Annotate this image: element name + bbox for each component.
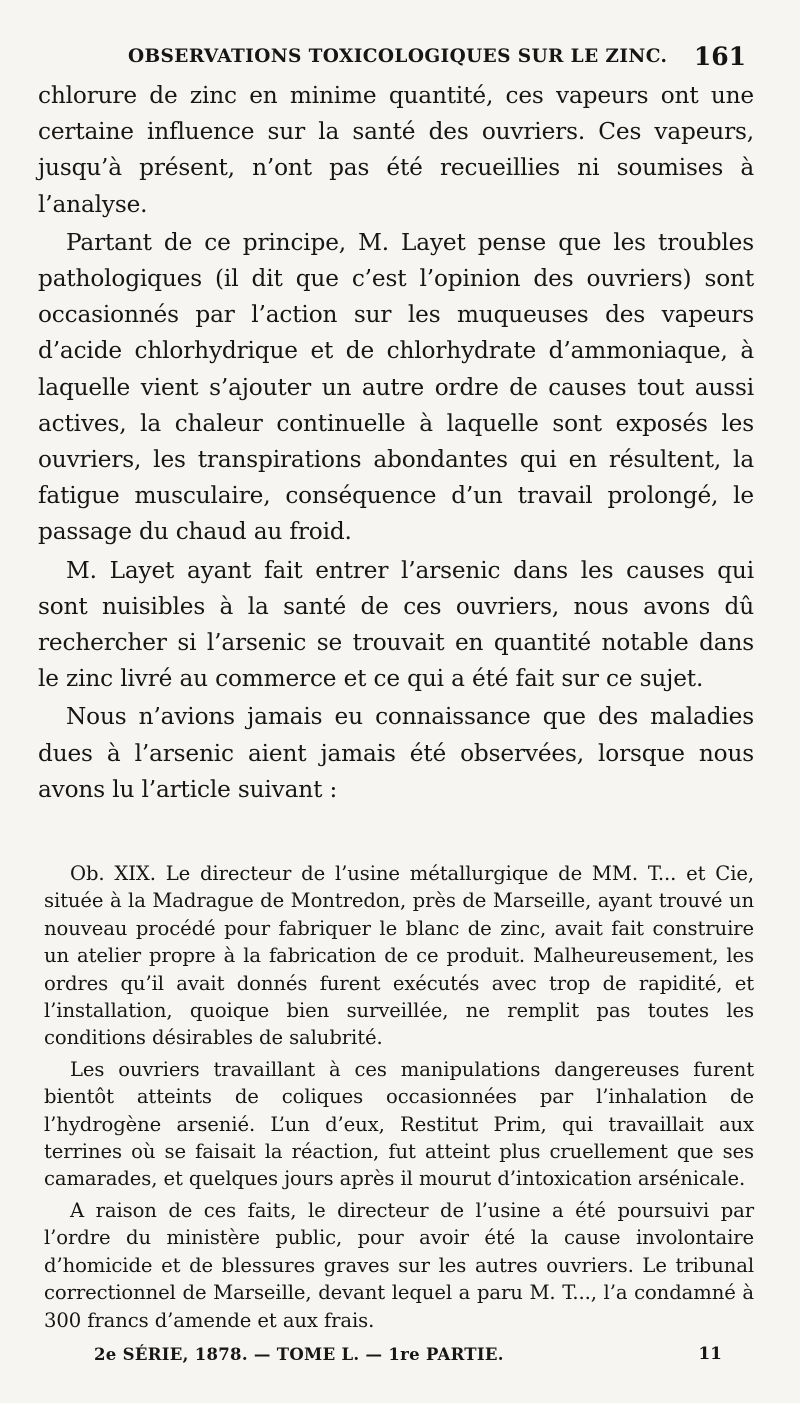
paragraph: M. Layet ayant fait entrer l’arsenic dans les causes qui sont nuisibles à la santé de ces ouvriers, nous avons dû rechercher si l’arsenic se trouvait en quantité notable dans le zinc livré au commerce et ce qui a été fait sur ce sujet. (38, 556, 754, 693)
page-header (38, 40, 754, 76)
observation-paragraph: Les ouvriers travaillant à ces manipulations dangereuses furent bientôt atteints de coliques occasionnées par l’inhalation de l’hydrogène arsenié. L’un d’eux, Restitut Prim, qui travaillait aux terrines où se faisait la réaction, fut atteint plus cruellement que ses camarades, et quelques jours après il mourut d’intoxication arsénicale. (44, 1057, 754, 1191)
paragraph: chlorure de zinc en minime quantité, ces vapeurs ont une certaine influence sur la santé des ouvriers. Ces vapeurs, jusqu’à présent, n’ont pas été recueillies ni soumises à l’analyse. (38, 82, 754, 218)
running-title: OBSERVATIONS TOXICOLOGIQUES SUR LE ZINC. (128, 46, 668, 67)
sheet-number: 11 (698, 1344, 722, 1364)
observation-paragraph: A raison de ces faits, le directeur de l’usine a été poursuivi par l’ordre du ministère public, pour avoir été la cause involontaire d’homicide et de blessures graves sur les autres ouvriers. Le tribunal correctionnel de Marseille, devant lequel a paru M. T..., l’a condamné à 300 francs d’amende et aux frais. (44, 1198, 754, 1332)
paragraph: Partant de ce principe, M. Layet pense que les troubles pathologiques (il dit que c’est l’opinion des ouvriers) sont occasionnés par l’action sur les muqueuses des vapeurs d’acide chlorhydrique et de chlorhydrate d’ammoniaque, à laquelle vient s’ajouter un autre ordre de causes tout aussi actives, la chaleur continuelle à laquelle sont exposés les ouvriers, les transpirations abondantes qui en résultent, la fatigue musculaire, conséquence d’un travail prolongé, le passage du chaud au froid. (38, 228, 754, 546)
paragraph: Nous n’avions jamais eu connaissance que des maladies dues à l’arsenic aient jamais été observées, lorsque nous avons lu l’article suivant : (38, 703, 754, 803)
page-footer (94, 1345, 748, 1371)
page-number: 161 (693, 42, 746, 71)
printer-signature: 2e SÉRIE, 1878. — TOME L. — 1re PARTIE. (94, 1345, 504, 1364)
observation-block (44, 860, 754, 1334)
main-text (38, 78, 754, 808)
observation-paragraph: Ob. XIX. Le directeur de l’usine métallurgique de MM. T... et Cie, située à la Madrague de Montredon, près de Marseille, ayant trouvé un nouveau procédé pour fabriquer le blanc de zinc, avait fait construire un atelier propre à la fabrication de ce produit. Malheureusement, les ordres qu’il avait donnés furent exécutés avec trop de rapidité, et l’installation, quoique bien surveillée, ne remplit pas toutes les conditions désirables de salubrité. (44, 862, 754, 1050)
